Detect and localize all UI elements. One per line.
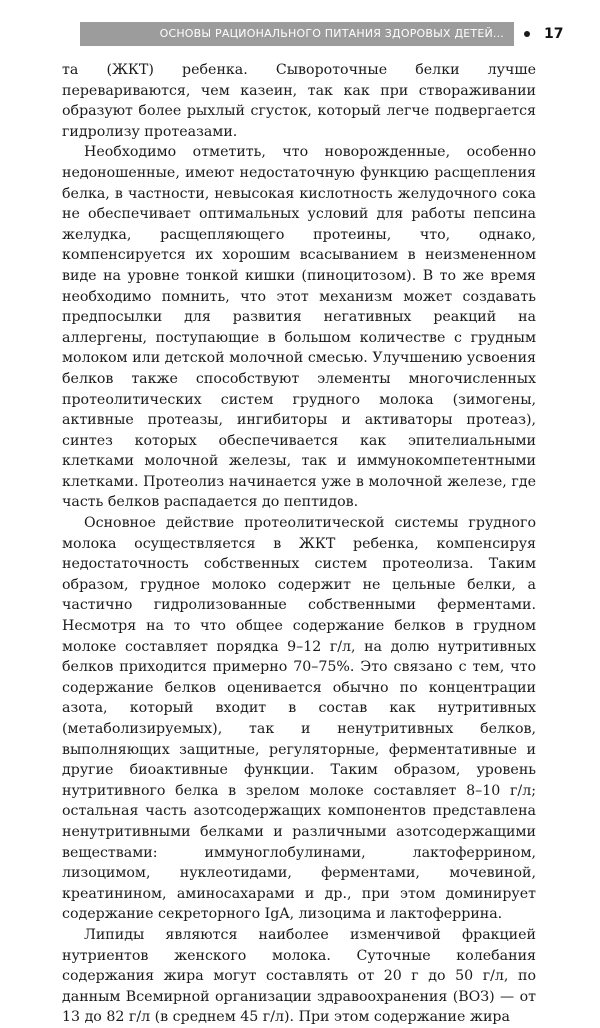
paragraph-continuation: та (ЖКТ) ребенка. Сывороточные белки лучше перевариваются, чем казеин, так как при створаживании образуют более рыхлый сгусток, который легче подвергается гидролизу протеазами.	[62, 62, 536, 140]
body-text	[62, 60, 536, 1028]
page-number: 17	[544, 26, 564, 42]
running-header-title: ОСНОВЫ РАЦИОНАЛЬНОГО ПИТАНИЯ ЗДОРОВЫХ ДЕТЕЙ...	[80, 22, 514, 46]
bullet-icon	[514, 22, 540, 46]
paragraph-proteolytic-system: Основное действие протеолитической системы грудного молока осуществляется в ЖКТ ребенка, компенсируя недостаточность собственных систем протеолиза. Таким образом, грудное молоко содержит не цельные белки, а частично гидролизованные собственными ферментами. Несмотря на то что общее содержание белков в грудном молоке составляет порядка 9–12 г/л, на долю нутритивных белков приходится примерно 70–75%. Это связано с тем, что содержание белков оценивается обычно по концентрации азота, который входит в состав как нутритивных (метаболизируемых), так и ненутритивных белков, выполняющих защитные, регуляторные, ферментативные и другие биоактивные функции. Таким образом, уровень нутритивного белка в зрелом молоке составляет 8–10 г/л; остальная часть азотсодержащих компонентов представлена ненутритивными белками и различными азотсодержащими веществами: иммуноглобулинами, лактоферрином, лизоцимом, нуклеотидами, ферментами, мочевиной, креатинином, аминосахарами и др., при этом доминирует содержание секреторного IgA, лизоцима и лактоферрина.	[62, 515, 536, 923]
bullet-dot	[524, 31, 530, 37]
running-header	[0, 22, 600, 46]
paragraph-lipids: Липиды являются наиболее изменчивой фракцией нутриентов женского молока. Суточные колебания содержания жира могут составлять от 20 г до 50 г/л, по данным Всемирной организации здравоохранения (ВОЗ) — от 13 до 82 г/л (в среднем 45 г/л). При этом содержание жира	[62, 926, 536, 1026]
paragraph-newborn-protein-digestion: Необходимо отметить, что новорожденные, особенно недоношенные, имеют недостаточную функцию расщепления белка, в частности, невысокая кислотность желудочного сока не обеспечивает оптимальных условий для работы пепсина желудка, расщепляющего протеины, что, однако, компенсируется их хорошим всасыванием в неизмененном виде на уровне тонкой кишки (пиноцитозом). В то же время необходимо помнить, что этот механизм может создавать предпосылки для развития негативных реакций на аллергены, поступающие в большом количестве с грудным молоком или детской молочной смесью. Улучшению усвоения белков также способствуют элементы многочисленных протеолитических систем грудного молока (зимогены, активные протеазы, ингибиторы и активаторы протеаз), синтез которых обеспечивается как эпителиальными клетками молочной железы, так и иммунокомпетентными клетками. Протеолиз начинается уже в молочной железе, где часть белков распадается до пептидов.	[62, 144, 536, 511]
